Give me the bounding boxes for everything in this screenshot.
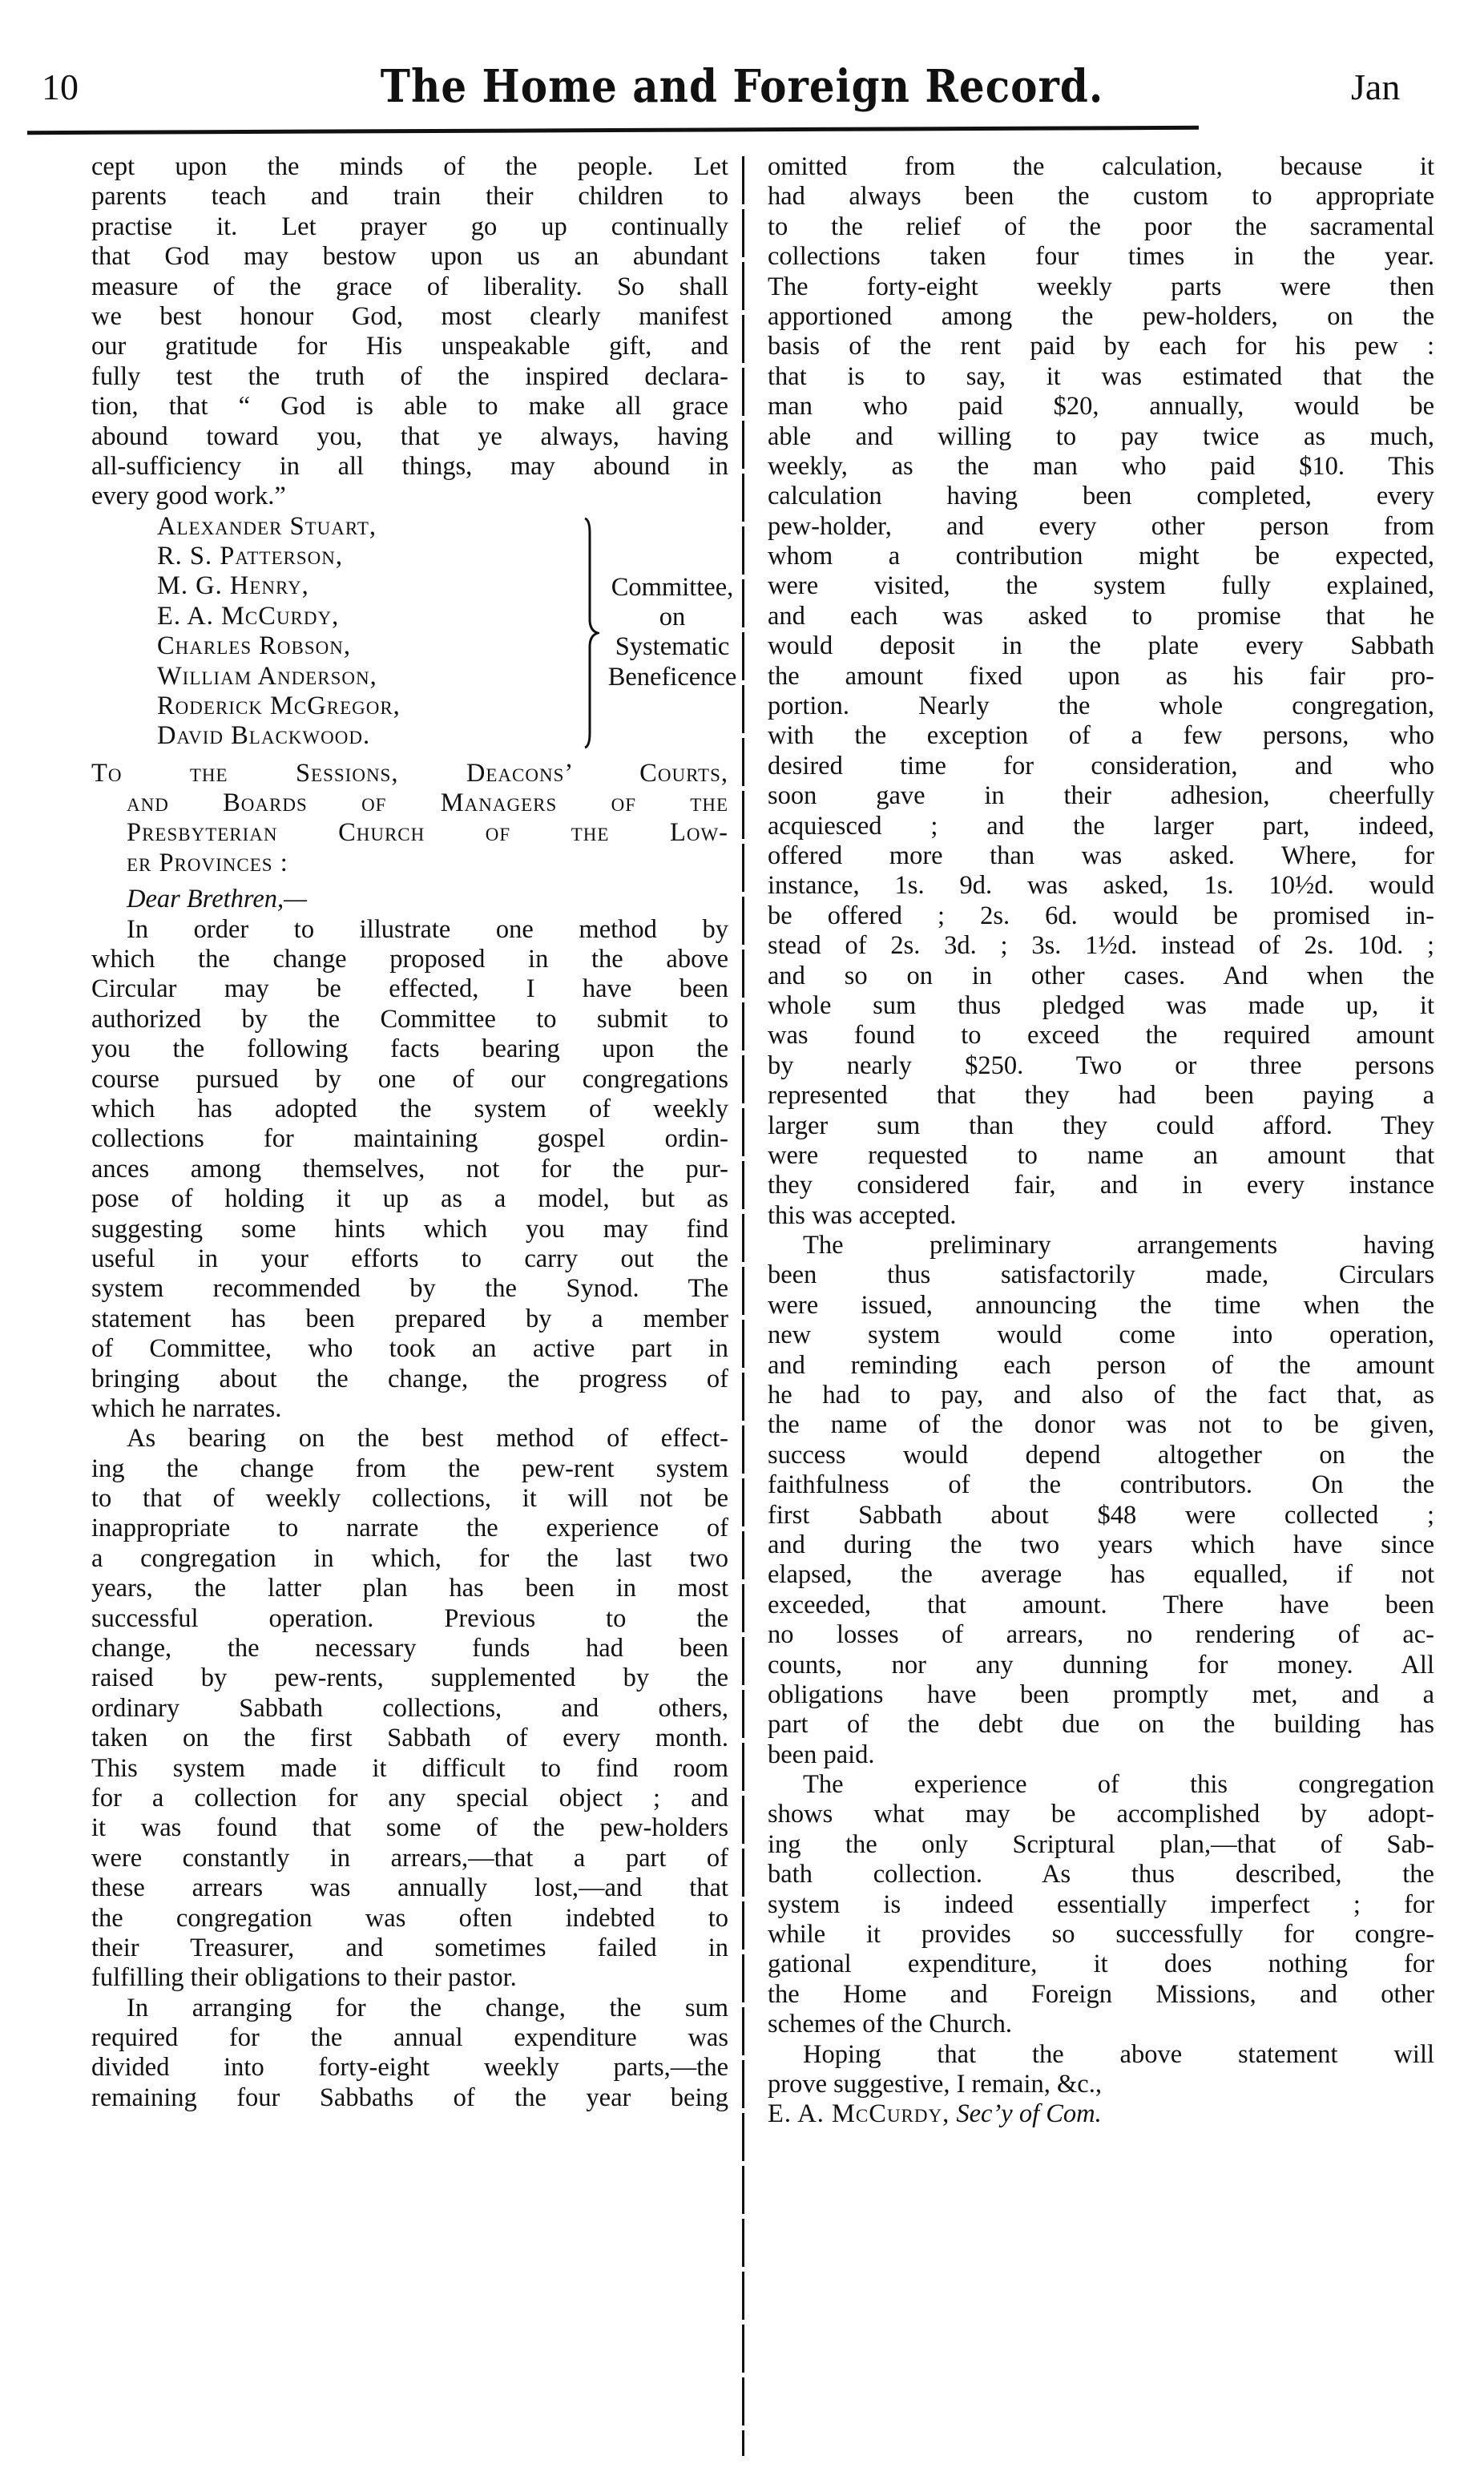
left-column <box>91 152 737 2113</box>
text-line: were constantly in arrears,—that a part of <box>91 1843 728 1873</box>
text-line: practise it. Let prayer go up continually <box>91 212 728 241</box>
text-line: suggesting some hints which you may find <box>91 1214 728 1244</box>
text-line: years, the latter plan has been in most <box>91 1574 728 1603</box>
text-line: course pursued by one of our congregations <box>91 1064 728 1094</box>
paragraph <box>768 152 1434 1231</box>
paragraph <box>91 1424 728 1993</box>
text-line: with the exception of a few persons, who <box>768 721 1434 751</box>
paragraph <box>91 152 728 512</box>
text-line: whom a contribution might be expected, <box>768 542 1434 571</box>
text-line: omitted from the calculation, because it <box>768 152 1434 181</box>
text-line: their Treasurer, and sometimes failed in <box>91 1933 728 1962</box>
text-line: of Committee, who took an active part in <box>91 1334 728 1364</box>
curly-brace-icon <box>582 517 599 749</box>
text-line: you the following facts bearing upon the <box>91 1034 728 1064</box>
signature-name: E. A. McCurdy, <box>768 2099 950 2129</box>
text-line: these arrears was annually lost,—and that <box>91 1873 728 1903</box>
text-line: The preliminary arrangements having <box>803 1231 1434 1260</box>
text-line: that God may bestow upon us an abundant <box>91 242 728 272</box>
text-line: and during the two years which have since <box>768 1530 1434 1559</box>
text-line: soon gave in their adhesion, cheerfully <box>768 781 1434 811</box>
text-line: parents teach and train their children to <box>91 182 728 212</box>
text-line: were requested to name an amount that <box>768 1140 1434 1170</box>
committee-label-line: Beneficence <box>607 662 737 692</box>
column-divider <box>742 156 744 2456</box>
paragraph <box>91 1994 728 2114</box>
signature <box>768 2099 1434 2129</box>
text-line: fully test the truth of the inspired declara- <box>91 361 728 391</box>
text-line: to that of weekly collections, it will not be <box>91 1484 728 1514</box>
page-header <box>0 0 1484 140</box>
text-line: Hoping that the above statement will <box>803 2039 1434 2069</box>
signature-title: Sec’y of Com. <box>956 2099 1102 2129</box>
committee-label-line: Systematic <box>615 632 730 662</box>
address-line: and Boards of Managers of the <box>127 788 728 818</box>
text-line: while it provides so successfully for congre- <box>768 1920 1434 1950</box>
address-line: er Provinces : <box>127 848 288 877</box>
text-line: part of the debt due on the building has <box>768 1710 1434 1740</box>
paragraph <box>768 1231 1434 1770</box>
text-line: ances among themselves, not for the pur- <box>91 1154 728 1183</box>
text-line: In arranging for the change, the sum <box>127 1993 728 2022</box>
text-line: instance, 1s. 9d. was asked, 1s. 10½d. would <box>768 871 1434 901</box>
committee-member: David Blackwood. <box>157 721 371 751</box>
running-month: Jan <box>1351 67 1401 107</box>
text-line: shows what may be accomplished by adopt- <box>768 1800 1434 1829</box>
text-line: by nearly $250. Two or three persons <box>768 1050 1434 1080</box>
text-line: it was found that some of the pew-holders <box>91 1813 728 1843</box>
text-line: the amount fixed upon as his fair pro- <box>768 661 1434 691</box>
address-line: To the Sessions, Deacons’ Courts, <box>91 758 728 788</box>
text-line: no losses of arrears, no rendering of ac- <box>768 1620 1434 1650</box>
text-line: prove suggestive, I remain, &c., <box>768 2070 1102 2099</box>
text-line: raised by pew-rents, supplemented by the <box>91 1663 728 1693</box>
text-line: authorized by the Committee to submit to <box>91 1004 728 1034</box>
committee-label <box>604 573 740 693</box>
committee-member: R. S. Patterson, <box>157 542 344 571</box>
text-line: success would depend altogether on the <box>768 1440 1434 1470</box>
text-line: for a collection for any special object ; and <box>91 1783 728 1813</box>
text-line: basis of the rent paid by each for his pew : <box>768 332 1434 361</box>
text-line: The experience of this congregation <box>803 1770 1434 1800</box>
text-line: In order to illustrate one method by <box>127 914 728 944</box>
text-line: would deposit in the plate every Sabbath <box>768 631 1434 661</box>
salutation: Dear Brethren,— <box>127 885 308 914</box>
text-line: abound toward you, that ye always, having <box>91 421 728 451</box>
text-line: which has adopted the system of weekly <box>91 1094 728 1123</box>
text-line: he had to pay, and also of the fact that, as <box>768 1381 1434 1410</box>
text-line: obligations have been promptly met, and a <box>768 1679 1434 1709</box>
text-line: the name of the donor was not to be given, <box>768 1410 1434 1440</box>
committee-signatories <box>91 511 737 752</box>
text-line: change, the necessary funds had been <box>91 1634 728 1663</box>
text-line: required for the annual expenditure was <box>91 2023 728 2053</box>
text-line: the congregation was often indebted to <box>91 1903 728 1933</box>
text-line: cept upon the minds of the people. Let <box>91 152 728 181</box>
text-line: bringing about the change, the progress of <box>91 1364 728 1393</box>
text-line: stead of 2s. 3d. ; 3s. 1½d. instead of 2s. 10d. ; <box>768 931 1434 961</box>
text-line: successful operation. Previous to the <box>91 1603 728 1633</box>
paragraph <box>768 2040 1434 2100</box>
text-line: portion. Nearly the whole congregation, <box>768 692 1434 721</box>
text-line: been paid. <box>768 1740 875 1769</box>
text-line: elapsed, the average has equalled, if not <box>768 1560 1434 1590</box>
text-line: the Home and Foreign Missions, and other <box>768 1979 1434 2009</box>
text-line: weekly, as the man who paid $10. This <box>768 451 1434 481</box>
text-line: ordinary Sabbath collections, and others, <box>91 1693 728 1723</box>
text-line: ing the change from the pew-rent system <box>91 1454 728 1483</box>
text-line: represented that they had been paying a <box>768 1081 1434 1111</box>
text-line: which he narrates. <box>91 1393 282 1423</box>
text-line: faithfulness of the contributors. On the <box>768 1470 1434 1500</box>
text-line: bath collection. As thus described, the <box>768 1860 1434 1889</box>
text-line: Circular may be effected, I have been <box>91 974 728 1004</box>
text-line: remaining four Sabbaths of the year being <box>91 2083 728 2112</box>
text-line: exceeded, that amount. There have been <box>768 1590 1434 1619</box>
text-line: useful in your efforts to carry out the <box>91 1244 728 1273</box>
text-line: schemes of the Church. <box>768 2010 1013 2039</box>
text-line: whole sum thus pledged was made up, it <box>768 990 1434 1020</box>
text-line: counts, nor any dunning for money. All <box>768 1650 1434 1679</box>
paragraph <box>768 1770 1434 2040</box>
text-line: been thus satisfactorily made, Circulars <box>768 1260 1434 1290</box>
text-line: new system would come into operation, <box>768 1321 1434 1350</box>
page-number: 10 <box>42 67 79 107</box>
text-line: ing the only Scriptural plan,—that of Sab- <box>768 1829 1434 1859</box>
text-line: were visited, the system fully explained, <box>768 571 1434 601</box>
committee-label-line: Committee, <box>611 572 734 602</box>
text-line: and each was asked to promise that he <box>768 601 1434 631</box>
text-line: system recommended by the Synod. The <box>91 1274 728 1304</box>
text-line: that is to say, it was estimated that the <box>768 361 1434 391</box>
text-line: were issued, announcing the time when the <box>768 1290 1434 1320</box>
text-line: system is indeed essentially imperfect ; for <box>768 1889 1434 1919</box>
text-line: first Sabbath about $48 were collected ; <box>768 1500 1434 1530</box>
text-line: all-sufficiency in all things, may abound in <box>91 451 728 481</box>
text-line: every good work.” <box>91 482 286 511</box>
committee-member: Roderick McGregor, <box>157 692 401 721</box>
committee-member: M. G. Henry, <box>157 571 309 601</box>
text-line: and so on in other cases. And when the <box>768 961 1434 990</box>
text-line: measure of the grace of liberality. So shall <box>91 272 728 301</box>
text-line: pose of holding it up as a model, but as <box>91 1184 728 1214</box>
text-line: collections taken four times in the year. <box>768 242 1434 272</box>
text-line: This system made it difficult to find room <box>91 1753 728 1783</box>
text-line: tion, that “ God is able to make all grace <box>91 392 728 421</box>
text-line: inappropriate to narrate the experience of <box>91 1514 728 1543</box>
text-line: desired time for consideration, and who <box>768 751 1434 780</box>
text-line: fulfilling their obligations to their pastor. <box>91 1963 517 1993</box>
text-line: which the change proposed in the above <box>91 945 728 974</box>
text-line: was found to exceed the required amount <box>768 1021 1434 1050</box>
text-line: calculation having been completed, every <box>768 482 1434 511</box>
right-column <box>768 152 1434 2130</box>
text-line: As bearing on the best method of effect- <box>127 1424 728 1454</box>
text-line: to the relief of the poor the sacramental <box>768 212 1434 241</box>
header-rule <box>27 126 1199 135</box>
text-line: acquiesced ; and the larger part, indeed, <box>768 811 1434 841</box>
text-line: statement has been prepared by a member <box>91 1304 728 1333</box>
address-heading <box>91 759 728 879</box>
committee-member: E. A. McCurdy, <box>157 601 340 631</box>
committee-member: Charles Robson, <box>157 631 352 661</box>
text-line: a congregation in which, for the last two <box>91 1543 728 1573</box>
committee-member-list <box>157 512 401 752</box>
text-line: gational expenditure, it does nothing for <box>768 1950 1434 1979</box>
text-line: The forty-eight weekly parts were then <box>768 272 1434 301</box>
text-line: able and willing to pay twice as much, <box>768 421 1434 451</box>
committee-member: Alexander Stuart, <box>157 511 377 541</box>
text-line: larger sum than they could afford. They <box>768 1111 1434 1140</box>
text-line: divided into forty-eight weekly parts,—the <box>91 2053 728 2083</box>
text-line: they considered fair, and in every instance <box>768 1171 1434 1200</box>
text-line: had always been the custom to appropriate <box>768 182 1434 212</box>
text-line: man who paid $20, annually, would be <box>768 392 1434 421</box>
committee-member: William Anderson, <box>157 661 377 691</box>
text-line: collections for maintaining gospel ordin- <box>91 1124 728 1154</box>
text-line: this was accepted. <box>768 1200 957 1230</box>
publication-title: The Home and Foreign Record. <box>380 59 1104 113</box>
text-line: our gratitude for His unspeakable gift, and <box>91 332 728 361</box>
text-line: pew-holder, and every other person from <box>768 511 1434 541</box>
text-line: be offered ; 2s. 6d. would be promised in- <box>768 901 1434 930</box>
committee-label-line: on <box>659 603 686 632</box>
address-line: Presbyterian Church of the Low- <box>127 818 728 848</box>
paragraph <box>91 915 728 1425</box>
text-line: we best honour God, most clearly manifest <box>91 301 728 331</box>
text-line: and reminding each person of the amount <box>768 1350 1434 1380</box>
text-line: apportioned among the pew-holders, on the <box>768 301 1434 331</box>
text-line: taken on the first Sabbath of every month. <box>91 1724 728 1753</box>
text-line: offered more than was asked. Where, for <box>768 841 1434 870</box>
